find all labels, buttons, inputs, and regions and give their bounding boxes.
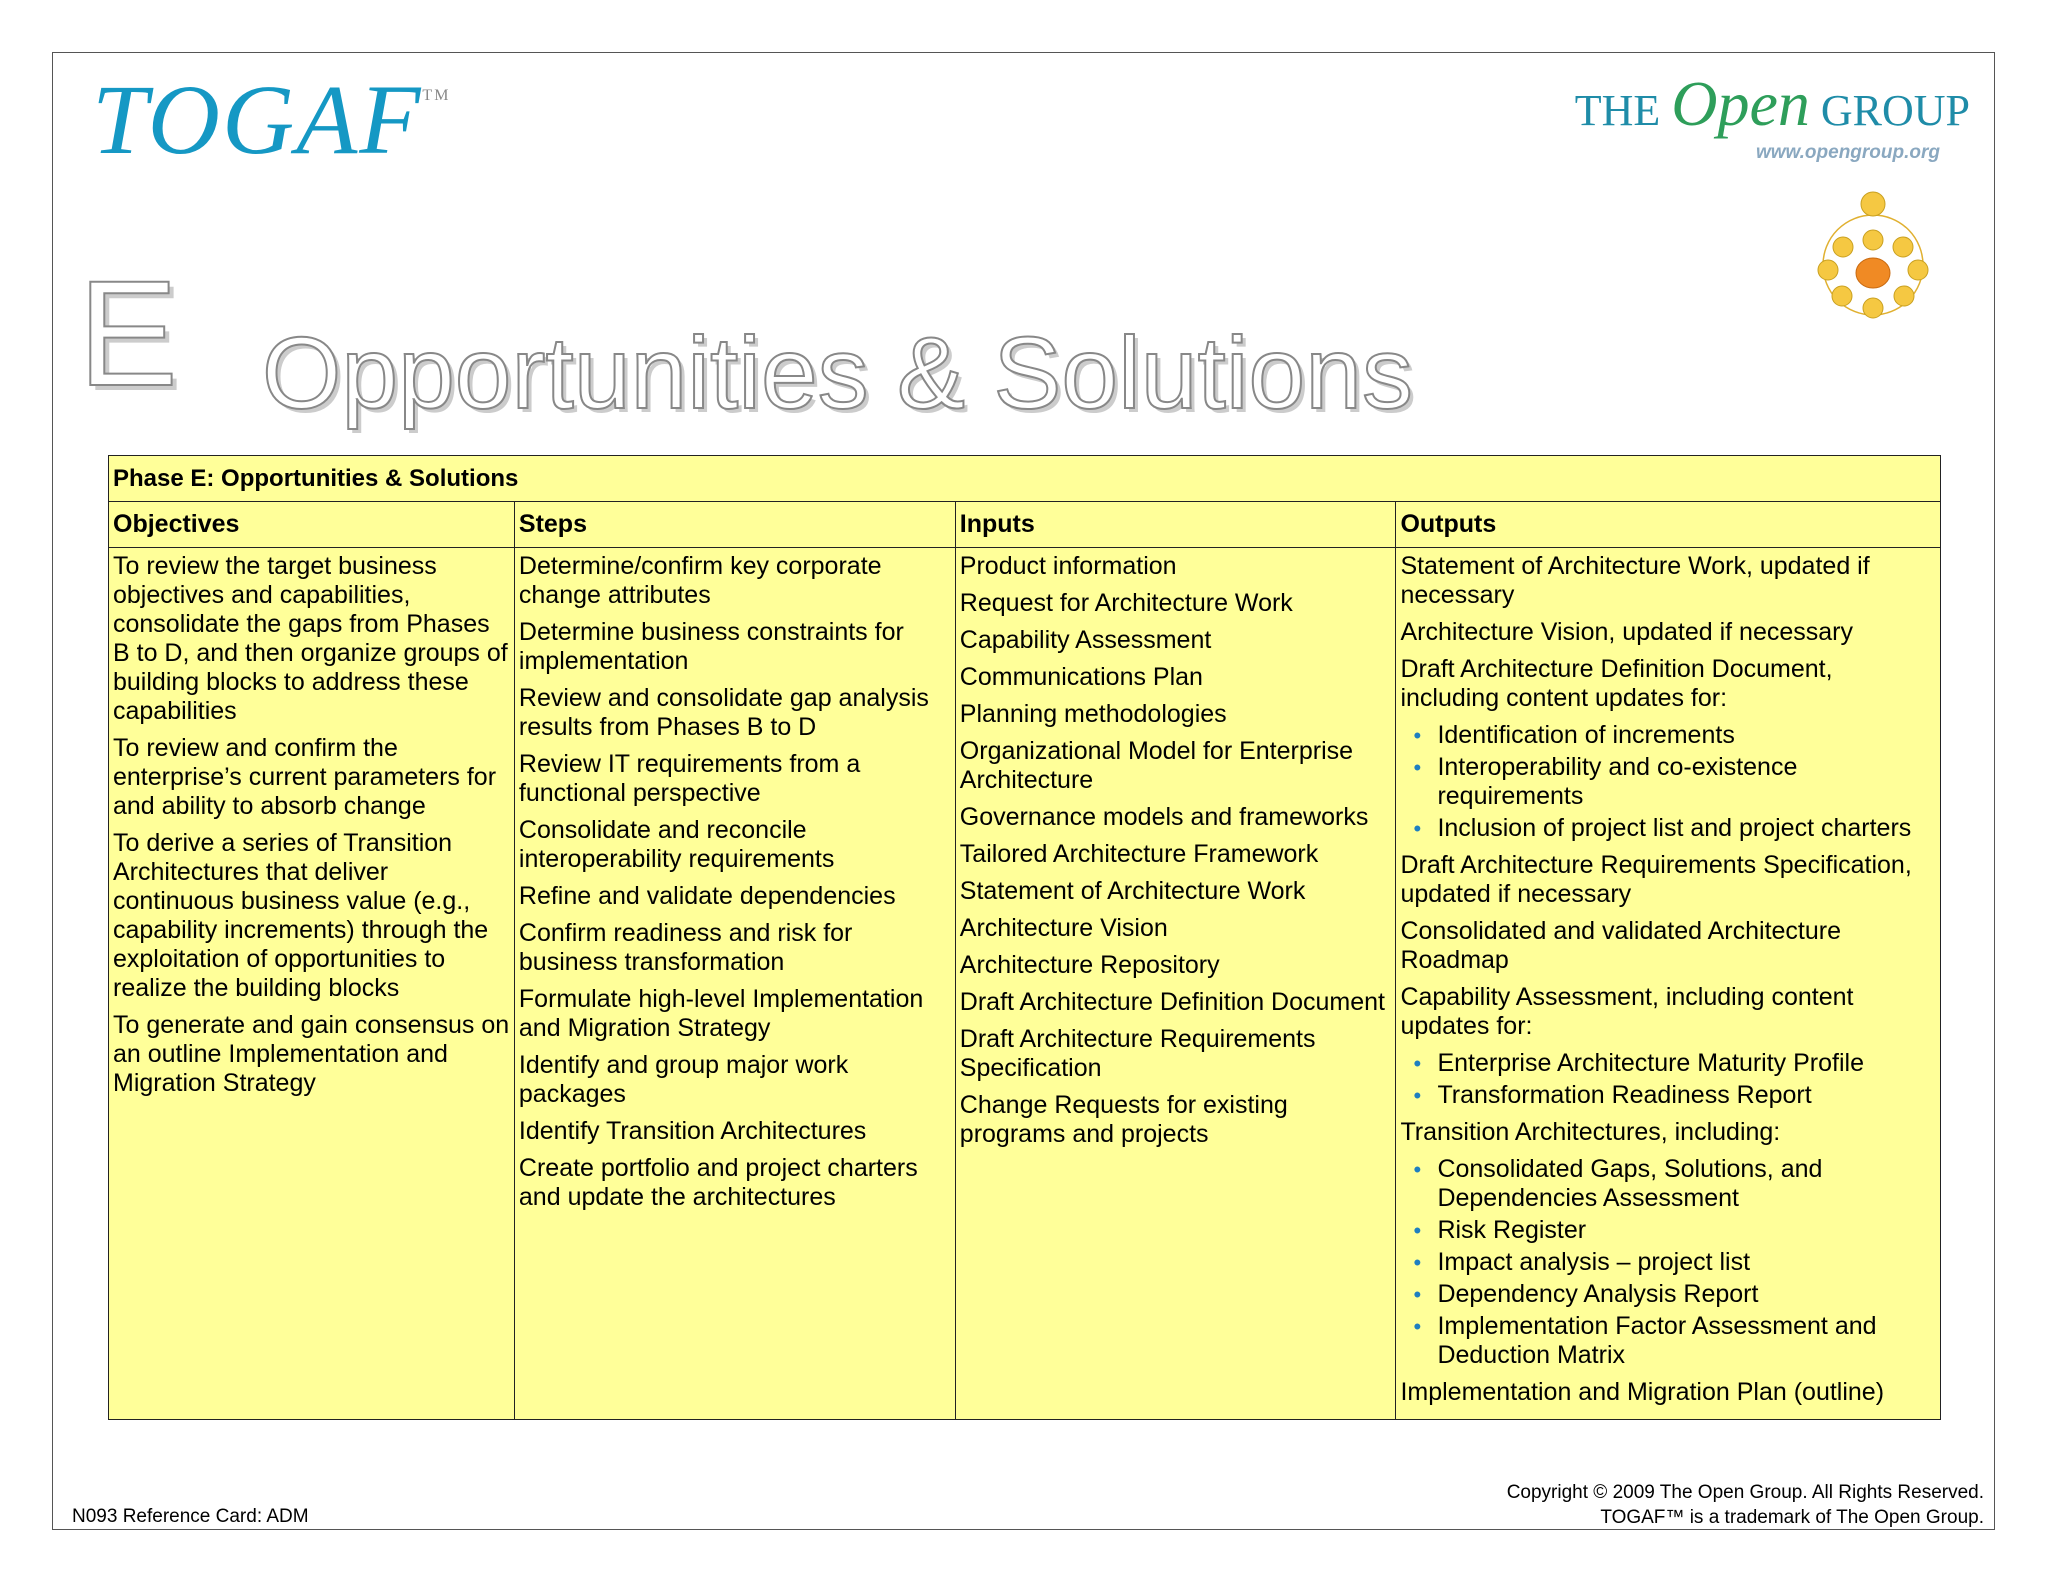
output-sublist <box>1400 1049 1936 1110</box>
adm-cycle-diagram-icon <box>1798 190 1948 340</box>
input-item: Capability Assessment <box>959 626 1212 654</box>
output-subitem: • Interoperability and co-existence requirements <box>1437 753 1936 811</box>
output-subitem: • Impact analysis – project list <box>1437 1248 1936 1277</box>
step-item: Consolidate and reconcile interoperability requirements <box>518 816 835 873</box>
input-item: Governance models and frameworks <box>959 803 1369 831</box>
input-item: Draft Architecture Definition Document <box>959 988 1385 1016</box>
togaf-logo-text: TOGAF <box>92 64 423 175</box>
phase-title: Phase E: Opportunities & Solutions <box>109 456 1941 502</box>
output-item: Implementation and Migration Plan (outline) <box>1400 1378 1885 1406</box>
step-item: Identify and group major work packages <box>518 1051 849 1108</box>
output-subitem: • Consolidated Gaps, Solutions, and Dependencies Assessment <box>1437 1155 1936 1213</box>
output-subitem: • Dependency Analysis Report <box>1437 1280 1936 1309</box>
header-inputs: Inputs <box>955 502 1396 548</box>
steps-cell <box>514 548 955 1420</box>
output-item: Consolidated and validated Architecture Roadmap <box>1400 917 1842 974</box>
phase-letter: E <box>78 249 179 417</box>
step-item: Formulate high-level Implementation and Migration Strategy <box>518 985 924 1042</box>
objective-item: To derive a series of Transition Architectures that deliver continuous business value (e.g., capability increments) through the exploitation of opportunities to realize the building blocks <box>113 829 489 1002</box>
output-item: Draft Architecture Definition Document, including content updates for: <box>1400 655 1833 712</box>
header-steps: Steps <box>514 502 955 548</box>
output-subitem: • Identification of increments <box>1437 721 1936 750</box>
output-subitem: • Transformation Readiness Report <box>1437 1081 1936 1110</box>
input-item: Organizational Model for Enterprise Architecture <box>959 737 1354 794</box>
phase-reference-table <box>108 455 1941 1420</box>
input-item: Product information <box>959 552 1177 580</box>
output-item: Statement of Architecture Work, updated if necessary <box>1400 552 1870 609</box>
output-item: Architecture Vision, updated if necessary <box>1400 618 1854 646</box>
header-outputs: Outputs <box>1396 502 1941 548</box>
togaf-logo <box>92 64 451 175</box>
step-item: Create portfolio and project charters and update the architectures <box>518 1154 918 1211</box>
open-group-open: Open <box>1671 68 1810 139</box>
input-item: Planning methodologies <box>959 700 1227 728</box>
step-item: Review IT requirements from a functional perspective <box>518 750 861 807</box>
output-sublist <box>1400 1155 1936 1370</box>
output-subitem: • Inclusion of project list and project charters <box>1437 814 1936 843</box>
trademark-line: TOGAF™ is a trademark of The Open Group. <box>1600 1507 1984 1528</box>
header-objectives: Objectives <box>109 502 515 548</box>
input-item: Architecture Vision <box>959 914 1168 942</box>
output-item: Capability Assessment, including content updates for: <box>1400 983 1854 1040</box>
input-item: Change Requests for existing programs and projects <box>959 1091 1288 1148</box>
objective-item: To review the target business objectives and capabilities, consolidate the gaps from Phases B to D, and then organize groups of building blocks to address these capabilities <box>113 552 508 725</box>
step-item: Refine and validate dependencies <box>518 882 896 910</box>
input-item: Request for Architecture Work <box>959 589 1293 617</box>
input-item: Communications Plan <box>959 663 1203 691</box>
open-group-url: www.opengroup.org <box>1756 142 1940 163</box>
objective-item: To review and confirm the enterprise’s current parameters for and ability to absorb change <box>113 734 497 820</box>
input-item: Draft Architecture Requirements Specification <box>959 1025 1316 1082</box>
objectives-cell <box>109 548 515 1420</box>
output-sublist <box>1400 721 1936 843</box>
reference-card-label: N093 Reference Card: ADM <box>72 1506 309 1527</box>
step-item: Identify Transition Architectures <box>518 1117 867 1145</box>
output-item: Transition Architectures, including: <box>1400 1118 1781 1146</box>
open-group-group: GROUP <box>1820 86 1970 135</box>
inputs-cell <box>955 548 1396 1420</box>
open-group-logo <box>1574 68 1970 164</box>
objective-item: To generate and gain consensus on an outline Implementation and Migration Strategy <box>113 1011 510 1097</box>
page-title: Opportunities & Solutions <box>262 316 1413 430</box>
output-subitem: • Enterprise Architecture Maturity Profile <box>1437 1049 1936 1078</box>
open-group-the: THE <box>1574 86 1661 135</box>
step-item: Confirm readiness and risk for business transformation <box>518 919 853 976</box>
copyright-notice <box>1507 1480 1984 1530</box>
output-subitem: • Implementation Factor Assessment and Deduction Matrix <box>1437 1312 1936 1370</box>
input-item: Statement of Architecture Work <box>959 877 1306 905</box>
step-item: Determine/confirm key corporate change attributes <box>518 552 882 609</box>
input-item: Architecture Repository <box>959 951 1220 979</box>
input-item: Tailored Architecture Framework <box>959 840 1319 868</box>
output-item: Draft Architecture Requirements Specification, updated if necessary <box>1400 851 1912 908</box>
output-subitem: • Risk Register <box>1437 1216 1936 1245</box>
copyright-line: Copyright © 2009 The Open Group. All Rights Reserved. <box>1506 1482 1984 1503</box>
togaf-trademark: TM <box>422 87 451 104</box>
step-item: Determine business constraints for implementation <box>518 618 904 675</box>
step-item: Review and consolidate gap analysis results from Phases B to D <box>518 684 929 741</box>
outputs-cell <box>1396 548 1941 1420</box>
